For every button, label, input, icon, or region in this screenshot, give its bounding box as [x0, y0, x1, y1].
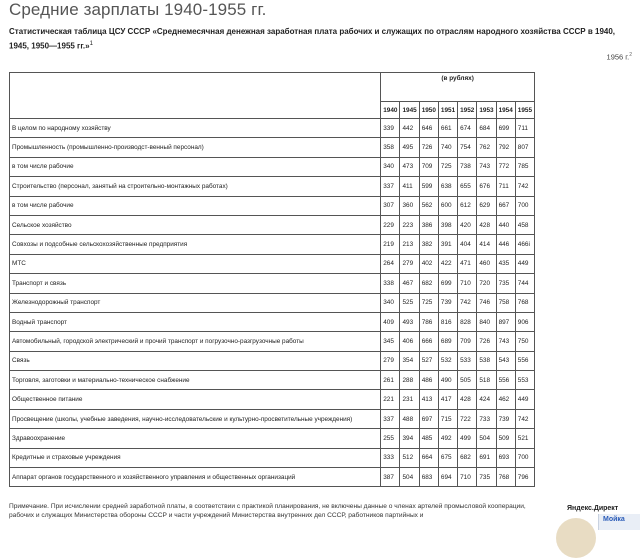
table-cell: 446 — [496, 235, 515, 254]
row-label: Автомобильный, городской электрический и прочий транспорт и погрузочно-разгрузочные работы — [10, 332, 381, 351]
table-cell: 612 — [458, 196, 477, 215]
table-cell: 754 — [458, 138, 477, 157]
table-cell: 288 — [400, 371, 419, 390]
table-cell: 449 — [515, 390, 534, 409]
table-cell: 700 — [515, 448, 534, 467]
row-label: Торговля, заготовки и материально-техническое снабжение — [10, 371, 381, 390]
table-cell: 661 — [438, 119, 457, 138]
table-cell: 492 — [438, 429, 457, 448]
table-cell: 471 — [458, 254, 477, 273]
table-cell: 667 — [496, 196, 515, 215]
table-row — [10, 215, 535, 234]
table-cell: 674 — [458, 119, 477, 138]
ad-button-text[interactable]: Мойка — [603, 516, 625, 523]
row-label: Здравоохранение — [10, 429, 381, 448]
table-row — [10, 429, 535, 448]
table-cell: 629 — [477, 196, 496, 215]
year-header: 1953 — [477, 102, 496, 119]
row-label: Связь — [10, 351, 381, 370]
table-cell: 406 — [400, 332, 419, 351]
table-cell: 538 — [477, 351, 496, 370]
table-cell: 386 — [419, 215, 438, 234]
table-cell: 387 — [381, 468, 400, 487]
table-cell: 684 — [477, 119, 496, 138]
table-cell: 743 — [477, 157, 496, 176]
footnote-text: Примечание. При исчислении средней заработной платы, в соответствии с практикой планирования, не включены данные о членах артелей промысловой кооперации, рабочих и служащих Министерства обороны СССР и части учреждений Министерства внутренних дел СССР, работников партийных и — [9, 503, 526, 519]
table-cell: 424 — [477, 390, 496, 409]
table-cell: 739 — [438, 293, 457, 312]
year-note-text: 1956 г. — [606, 52, 630, 62]
table-cell: 411 — [400, 177, 419, 196]
table-cell: 264 — [381, 254, 400, 273]
row-label: Просвещение (школы, учебные заведения, научно-исследовательские и культурно-просветительные учреждения) — [10, 409, 381, 428]
table-cell: 527 — [419, 351, 438, 370]
table-cell: 358 — [381, 138, 400, 157]
table-cell: 682 — [419, 274, 438, 293]
table-cell: 221 — [381, 390, 400, 409]
table-cell: 360 — [400, 196, 419, 215]
table-caption-text: Статистическая таблица ЦСУ СССР «Среднемесячная денежная заработная плата рабочих и служащих по отраслям народного хозяйства СССР в 1940, 1945, 1950—1955 гг.» — [9, 27, 616, 51]
table-cell: 229 — [381, 215, 400, 234]
table-cell: 428 — [458, 390, 477, 409]
table-cell: 543 — [496, 351, 515, 370]
table-cell: 562 — [419, 196, 438, 215]
table-cell: 486 — [419, 371, 438, 390]
table-row — [10, 274, 535, 293]
table-cell: 796 — [515, 468, 534, 487]
footnote-ref[interactable]: 1 — [89, 41, 93, 47]
table-cell: 404 — [458, 235, 477, 254]
table-cell: 414 — [477, 235, 496, 254]
table-cell: 840 — [477, 312, 496, 331]
table-cell: 556 — [496, 371, 515, 390]
table-row — [10, 177, 535, 196]
table-cell: 488 — [400, 409, 419, 428]
table-cell: 722 — [458, 409, 477, 428]
table-row — [10, 332, 535, 351]
table-cell: 700 — [515, 196, 534, 215]
table-cell: 504 — [400, 468, 419, 487]
table-cell: 655 — [458, 177, 477, 196]
table-cell: 689 — [438, 332, 457, 351]
table-cell: 735 — [477, 468, 496, 487]
footnote-ref-2[interactable]: 2 — [629, 52, 632, 58]
table-cell: 709 — [458, 332, 477, 351]
table-cell: 768 — [515, 293, 534, 312]
table-cell: 710 — [458, 468, 477, 487]
table-cell: 906 — [515, 312, 534, 331]
year-header: 1955 — [515, 102, 534, 119]
table-cell: 261 — [381, 371, 400, 390]
table-cell: 694 — [438, 468, 457, 487]
table-cell: 739 — [496, 409, 515, 428]
year-header: 1950 — [419, 102, 438, 119]
table-row — [10, 351, 535, 370]
table-cell: 504 — [477, 429, 496, 448]
table-cell: 711 — [496, 177, 515, 196]
row-label: Аппарат органов государственного и хозяйственного управления и общественных организаций — [10, 468, 381, 487]
table-cell: 691 — [477, 448, 496, 467]
table-cell: 337 — [381, 177, 400, 196]
table-cell: 666 — [419, 332, 438, 351]
table-cell: 391 — [438, 235, 457, 254]
table-row — [10, 196, 535, 215]
table-cell: 505 — [458, 371, 477, 390]
table-cell: 420 — [458, 215, 477, 234]
table-cell: 682 — [458, 448, 477, 467]
table-row — [10, 157, 535, 176]
table-cell: 746 — [477, 293, 496, 312]
table-cell: 402 — [419, 254, 438, 273]
table-cell: 733 — [477, 409, 496, 428]
table-cell: 449 — [515, 254, 534, 273]
table-cell: 664 — [419, 448, 438, 467]
table-cell: 720 — [477, 274, 496, 293]
table-cell: 340 — [381, 157, 400, 176]
table-cell: 725 — [438, 157, 457, 176]
table-caption — [9, 26, 624, 53]
year-header: 1951 — [438, 102, 457, 119]
table-cell: 279 — [400, 254, 419, 273]
table-cell: 786 — [419, 312, 438, 331]
table-cell: 279 — [381, 351, 400, 370]
table-cell: 726 — [419, 138, 438, 157]
row-label: МТС — [10, 254, 381, 273]
table-cell: 435 — [496, 254, 515, 273]
table-cell: 600 — [438, 196, 457, 215]
row-label: Кредитные и страховые учреждения — [10, 448, 381, 467]
table-cell: 738 — [458, 157, 477, 176]
year-header: 1954 — [496, 102, 515, 119]
row-label: Железнодорожный транспорт — [10, 293, 381, 312]
table-cell: 462 — [496, 390, 515, 409]
table-cell: 413 — [419, 390, 438, 409]
table-cell: 675 — [438, 448, 457, 467]
table-cell: 460 — [477, 254, 496, 273]
table-cell: 417 — [438, 390, 457, 409]
table-cell: 499 — [458, 429, 477, 448]
table-cell: 742 — [515, 409, 534, 428]
table-row — [10, 293, 535, 312]
table-cell: 339 — [381, 119, 400, 138]
table-cell: 428 — [477, 215, 496, 234]
row-label: В целом по народному хозяйству — [10, 119, 381, 138]
table-row — [10, 448, 535, 467]
year-header: 1940 — [381, 102, 400, 119]
row-label: Водный транспорт — [10, 312, 381, 331]
table-cell: 792 — [496, 138, 515, 157]
table-cell: 742 — [515, 177, 534, 196]
table-row — [10, 409, 535, 428]
ad-card[interactable] — [598, 514, 640, 530]
table-row — [10, 119, 535, 138]
table-cell: 638 — [438, 177, 457, 196]
table-cell: 495 — [400, 138, 419, 157]
table-cell: 422 — [438, 254, 457, 273]
table-cell: 442 — [400, 119, 419, 138]
table-row — [10, 468, 535, 487]
table-cell: 532 — [438, 351, 457, 370]
table-cell: 768 — [496, 468, 515, 487]
row-label: Общественное питание — [10, 390, 381, 409]
table-row — [10, 138, 535, 157]
table-cell: 735 — [496, 274, 515, 293]
table-cell: 742 — [458, 293, 477, 312]
ad-image[interactable] — [556, 518, 596, 558]
table-cell: 223 — [400, 215, 419, 234]
table-cell: 807 — [515, 138, 534, 157]
unit-header: (в рублях) — [381, 73, 535, 102]
table-cell: 333 — [381, 448, 400, 467]
table-cell: 711 — [515, 119, 534, 138]
table-body — [10, 119, 535, 487]
table-corner-cell — [10, 73, 381, 119]
row-label: Сельское хозяйство — [10, 215, 381, 234]
table-row — [10, 371, 535, 390]
table-cell: 676 — [477, 177, 496, 196]
table-row — [10, 312, 535, 331]
table-cell: 762 — [477, 138, 496, 157]
table-cell: 683 — [419, 468, 438, 487]
table-cell: 533 — [458, 351, 477, 370]
table-cell: 219 — [381, 235, 400, 254]
year-header: 1952 — [458, 102, 477, 119]
table-cell: 699 — [438, 274, 457, 293]
table-cell: 338 — [381, 274, 400, 293]
row-label: Совхозы и подсобные сельскохозяйственные предприятия — [10, 235, 381, 254]
table-cell: 697 — [419, 409, 438, 428]
row-label: Транспорт и связь — [10, 274, 381, 293]
table-cell: 473 — [400, 157, 419, 176]
table-cell: 816 — [438, 312, 457, 331]
table-row — [10, 254, 535, 273]
table-cell: 231 — [400, 390, 419, 409]
table-cell: 599 — [419, 177, 438, 196]
table-cell: 485 — [419, 429, 438, 448]
table-cell: 772 — [496, 157, 515, 176]
table-cell: 699 — [496, 119, 515, 138]
page-title: Средние зарплаты 1940-1955 гг. — [9, 0, 267, 19]
table-cell: 725 — [419, 293, 438, 312]
table-cell: 521 — [515, 429, 534, 448]
table-cell: 828 — [458, 312, 477, 331]
table-row — [10, 235, 535, 254]
table-cell: 337 — [381, 409, 400, 428]
table-cell: 693 — [496, 448, 515, 467]
table-cell: 458 — [515, 215, 534, 234]
table-cell: 440 — [496, 215, 515, 234]
table-cell: 354 — [400, 351, 419, 370]
table-cell: 493 — [400, 312, 419, 331]
ad-label[interactable]: Яндекс.Директ — [567, 505, 619, 512]
table-cell: 897 — [496, 312, 515, 331]
row-label: в том числе рабочие — [10, 196, 381, 215]
table-cell: 467 — [400, 274, 419, 293]
table-cell: 726 — [477, 332, 496, 351]
table-cell: 518 — [477, 371, 496, 390]
table-cell: 340 — [381, 293, 400, 312]
table-cell: 512 — [400, 448, 419, 467]
table-cell: 255 — [381, 429, 400, 448]
table-cell: 743 — [496, 332, 515, 351]
year-note — [607, 52, 632, 62]
table-cell: 553 — [515, 371, 534, 390]
row-label: в том числе рабочие — [10, 157, 381, 176]
table-cell: 758 — [496, 293, 515, 312]
table-cell: 646 — [419, 119, 438, 138]
table-cell: 394 — [400, 429, 419, 448]
table-cell: 740 — [438, 138, 457, 157]
salary-table — [9, 72, 535, 487]
table-cell: 744 — [515, 274, 534, 293]
table-cell: 715 — [438, 409, 457, 428]
table-row — [10, 390, 535, 409]
table-cell: 556 — [515, 351, 534, 370]
row-label: Промышленность (промышленно-производст-венный персонал) — [10, 138, 381, 157]
table-cell: 382 — [419, 235, 438, 254]
table-cell: 709 — [419, 157, 438, 176]
table-cell: 509 — [496, 429, 515, 448]
table-cell: 750 — [515, 332, 534, 351]
table-cell: 213 — [400, 235, 419, 254]
table-cell: 710 — [458, 274, 477, 293]
table-cell: 398 — [438, 215, 457, 234]
row-label: Строительство (персонал, занятый на строительно-монтажных работах) — [10, 177, 381, 196]
table-cell: 466i — [515, 235, 534, 254]
table-cell: 409 — [381, 312, 400, 331]
table-cell: 345 — [381, 332, 400, 351]
table-cell: 785 — [515, 157, 534, 176]
table-cell: 525 — [400, 293, 419, 312]
year-header: 1945 — [400, 102, 419, 119]
table-cell: 307 — [381, 196, 400, 215]
table-cell: 490 — [438, 371, 457, 390]
